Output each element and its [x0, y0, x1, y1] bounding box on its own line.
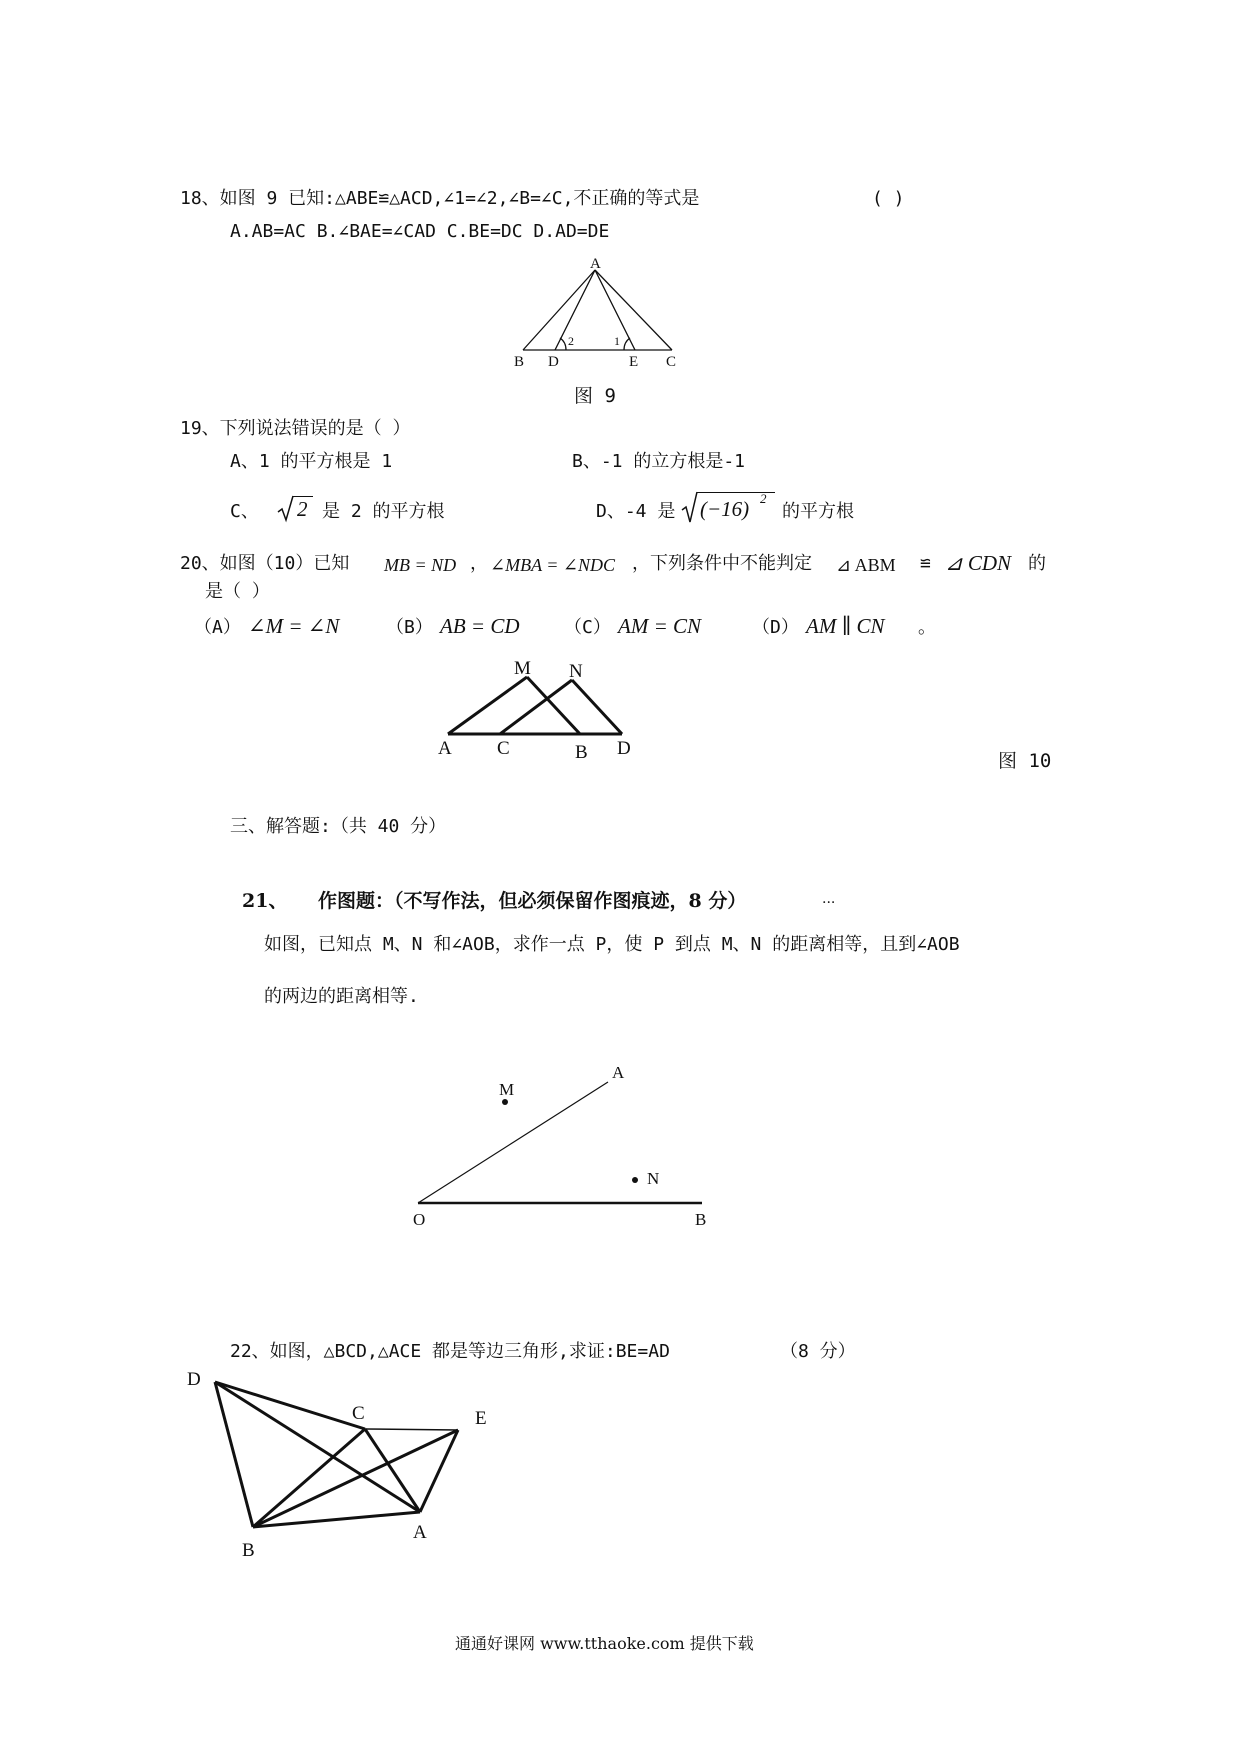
fig9-label-angle-1: 1: [614, 334, 620, 348]
fig22-line-DA: [215, 1382, 420, 1512]
fig22-line-BE: [253, 1430, 458, 1527]
fig22-line-EA: [420, 1430, 458, 1512]
fig10-label-D: D: [617, 738, 631, 759]
q21-body-line1: 如图，已知点 M、N 和∠AOB，求作一点 P，使 P 到点 M、N 的距离相等，且到∠AOB: [264, 934, 960, 955]
q19-stem: 19、下列说法错误的是（ ）: [180, 418, 411, 439]
fig21-label-A: A: [612, 1063, 625, 1082]
q20-stem-end: 的: [1028, 553, 1046, 574]
fig9-label-C: C: [666, 354, 677, 370]
q20-line2: 是（ ）: [205, 581, 270, 602]
q20-separator: ，: [470, 553, 488, 574]
q22-score: （8 分）: [780, 1341, 856, 1362]
q20-triangle-abm: ⊿ ABM: [836, 555, 896, 575]
q20-option-c-label: （C）: [564, 617, 611, 638]
q19-option-d-exponent: 2: [760, 491, 767, 506]
q19-option-c-suffix: 是 2 的平方根: [322, 501, 445, 522]
q19-option-c-prefix: C、: [230, 501, 259, 522]
q20-condition-1: MB = ND: [384, 555, 457, 575]
q20-option-end: 。: [918, 617, 936, 638]
q20-option-d-label: （D）: [752, 617, 799, 638]
fig9-label-D: D: [548, 354, 559, 370]
figure-9-caption: 图 9: [574, 385, 616, 407]
q20-option-b: AB = CD: [440, 614, 520, 638]
fig22-label-A: A: [413, 1522, 427, 1543]
q20-stem-mid: ，下列条件中不能判定: [632, 553, 812, 574]
fig22-line-CE: [365, 1429, 458, 1430]
fig22-line-CB: [253, 1429, 365, 1527]
q19-option-a: A、1 的平方根是 1: [230, 451, 393, 472]
q20-option-d: AM ∥ CN: [806, 614, 885, 638]
fig10-label-N: N: [569, 661, 583, 682]
q21-dots: ...: [822, 891, 836, 907]
q20-stem-prefix: 20、如图（10）已知: [180, 553, 350, 574]
q19-option-c-radicand: 2: [297, 497, 308, 521]
q20-option-c: AM = CN: [618, 614, 702, 638]
q18-answer-blank: ( ): [872, 188, 905, 209]
footer-text: 通通好课网 www.tthaoke.com 提供下载: [455, 1634, 754, 1653]
q21-body-line2: 的两边的距离相等.: [264, 986, 419, 1007]
fig10-label-C: C: [497, 738, 510, 759]
fig10-label-B: B: [575, 742, 588, 763]
fig9-label-B: B: [514, 354, 525, 370]
section-3-title: 三、解答题:（共 40 分）: [230, 816, 447, 837]
fig9-label-angle-2: 2: [568, 334, 574, 348]
q20-option-a: ∠M = ∠N: [248, 614, 340, 638]
q19-option-b: B、-1 的立方根是-1: [572, 451, 746, 472]
fig22-label-C: C: [352, 1403, 365, 1424]
q18-stem: 18、如图 9 已知:△ABE≌△ACD,∠1=∠2,∠B=∠C,不正确的等式是: [180, 188, 700, 209]
fig21-label-N: N: [647, 1169, 660, 1188]
q20-triangle-cdn: ⊿ CDN: [945, 551, 1012, 575]
fig9-label-E: E: [629, 354, 639, 370]
q19-option-d-suffix: 的平方根: [782, 501, 854, 522]
q20-option-b-label: （B）: [386, 617, 433, 638]
fig22-label-E: E: [475, 1408, 487, 1429]
fig9-label-A: A: [590, 256, 601, 272]
fig21-label-B: B: [695, 1210, 707, 1229]
figure-10-caption: 图 10: [998, 750, 1052, 772]
q22-stem: 22、如图，△BCD,△ACE 都是等边三角形,求证:BE=AD: [230, 1341, 670, 1362]
q19-option-d-prefix: D、-4 是: [596, 501, 676, 522]
fig21-label-M: M: [499, 1080, 515, 1099]
q20-congruent-symbol: ≌: [920, 553, 931, 574]
q18-options: A.AB=AC B.∠BAE=∠CAD C.BE=DC D.AD=DE: [230, 221, 610, 242]
fig22-label-D: D: [187, 1369, 201, 1390]
q21-title: 作图题：（不写作法，但必须保留作图痕迹，8 分）: [318, 890, 747, 912]
q20-condition-2: ∠MBA = ∠NDC: [490, 555, 615, 575]
fig10-label-A: A: [438, 738, 452, 759]
fig22-label-B: B: [242, 1540, 255, 1561]
q20-option-a-label: （A）: [194, 617, 241, 638]
q21-number: 21、: [242, 890, 288, 912]
fig22-line-DC: [215, 1382, 365, 1429]
q19-option-d-radicand: (−16): [700, 497, 750, 521]
fig21-label-O: O: [413, 1210, 426, 1229]
fig10-label-M: M: [514, 658, 531, 679]
